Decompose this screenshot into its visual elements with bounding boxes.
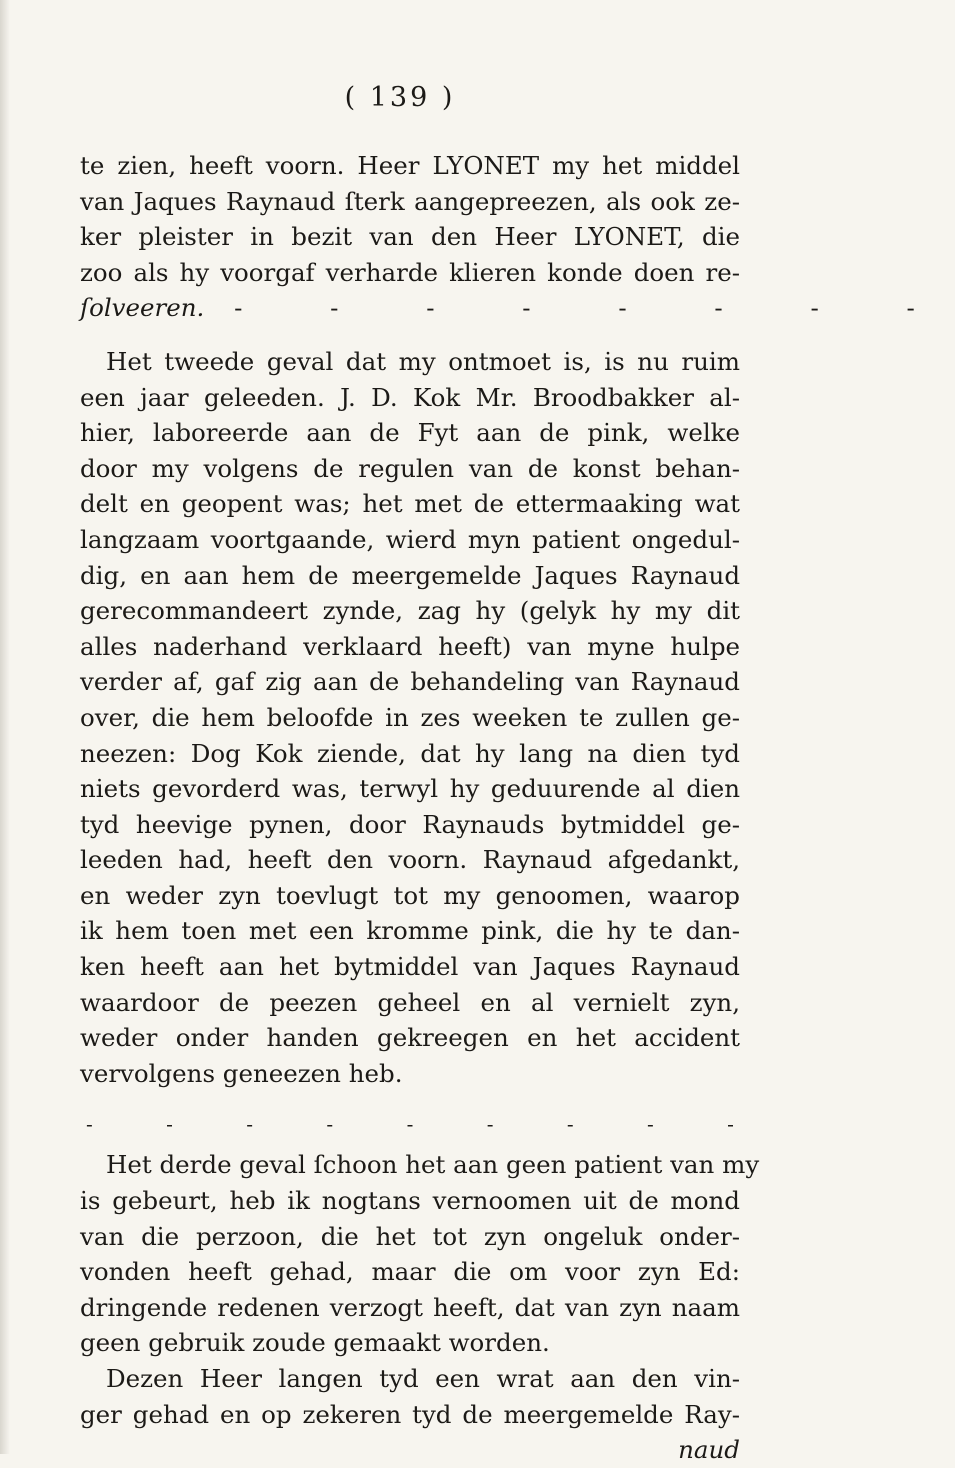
text-line: verder af, gaf zig aan de behandeling van Raynaud [80,667,740,697]
section-separator [80,1109,740,1147]
catchword [80,1432,740,1468]
paragraph-1 [80,148,955,326]
text-line: dig, en aan hem de meergemelde Jaques Raynaud [80,560,740,590]
text-line: ſolveeren. [80,293,205,323]
text-line: weder onder handen gekreegen en het accident [80,1023,740,1053]
separator-dash: - [406,1112,414,1137]
text-line: en weder zyn toevlugt tot my genoomen, waarop [80,880,740,910]
text-line: waardoor de peezen geheel en al vernielt zyn, [80,987,740,1017]
text-line: alles naderhand verklaard heeft) van myne hulpe [80,631,740,661]
text-line: van Jaques Raynaud ſterk aangepreezen, als ook ze- [80,186,740,216]
text-line: over, die hem beloofde in zes weeken te zullen ge- [80,702,740,732]
separator-dash: - [566,1112,574,1137]
text-line: ken heeft aan het bytmiddel van Jaques Raynaud [80,952,740,982]
text-line: Het tweede geval dat my ontmoet is, is nu ruim [106,346,740,376]
text-line: neezen: Dog Kok ziende, dat hy lang na dien tyd [80,738,740,768]
separator-dash: - [486,1112,494,1137]
text-line: is gebeurt, heb ik nogtans vernoomen uit de mond [80,1186,740,1216]
separator-dash: - [326,1112,334,1137]
text-line: vonden heeft gehad, maar die om voor zyn Ed: [80,1257,740,1287]
paragraph-gap [80,1091,740,1109]
text-line: ger gehad en op zekeren tyd de meergemelde Ray- [80,1399,740,1429]
paragraph-4 [80,1361,740,1468]
text-line: langzaam voortgaande, wierd myn patient ongedul- [80,524,740,554]
paragraph-gap [80,326,740,344]
separator-dash: - [246,1112,254,1137]
text-line: te zien, heeft voorn. Heer LYONET my het middel [80,151,740,180]
text-line: gerecommandeert zynde, zag hy (gelyk hy my dit [80,596,740,626]
separator-dash: - [166,1112,173,1137]
body-text [80,148,955,1468]
text-line: niets gevorderd was, terwyl hy geduurende al dien [80,774,740,804]
text-line: ik hem toen met een kromme pink, die hy te dan- [80,916,740,946]
paragraph-3 [80,1147,760,1361]
text-line: geen gebruik zoude gemaakt worden. [80,1328,550,1358]
text-line: Dezen Heer langen tyd een wrat aan den vin- [106,1364,740,1393]
separator-dash: - [727,1112,734,1137]
page-edge-shadow [0,0,10,1454]
text-line: van die perzoon, die het tot zyn ongeluk onder- [80,1221,740,1251]
text-line: vervolgens geneezen heb. [80,1058,403,1088]
separator-dash: - [646,1112,654,1137]
text-line: hier, laboreerde aan de Fyt aan de pink, welke [80,418,740,448]
text-line: Het derde geval ſchoon het aan geen patient van my [106,1150,760,1180]
text-line: leeden had, heeft den voorn. Raynaud afgedankt, [80,845,740,875]
text-line-with-dashes [80,290,955,326]
catchword-text: naud [678,1435,740,1465]
text-line: door my volgens de regulen van de konst behan- [80,453,740,483]
text-line: een jaar geleeden. J. D. Kok Mr. Broodbakker al- [80,382,740,412]
text-line: ker pleister in bezit van den Heer LYONET, die [80,222,740,252]
separator-dash: - [86,1112,93,1137]
page-number: ( 139 ) [344,82,456,113]
paragraph-2 [80,344,740,1091]
dash-leader: - - - - - - - - [234,293,955,323]
text-line: dringende redenen verzogt heeft, dat van zyn naam [80,1292,740,1322]
text-line: zoo als hy voorgaf verharde klieren konde doen re- [80,257,740,287]
text-line: tyd heevige pynen, door Raynauds bytmiddel ge- [80,809,740,839]
text-line: delt en geopent was; het met de ettermaaking wat [80,489,740,519]
